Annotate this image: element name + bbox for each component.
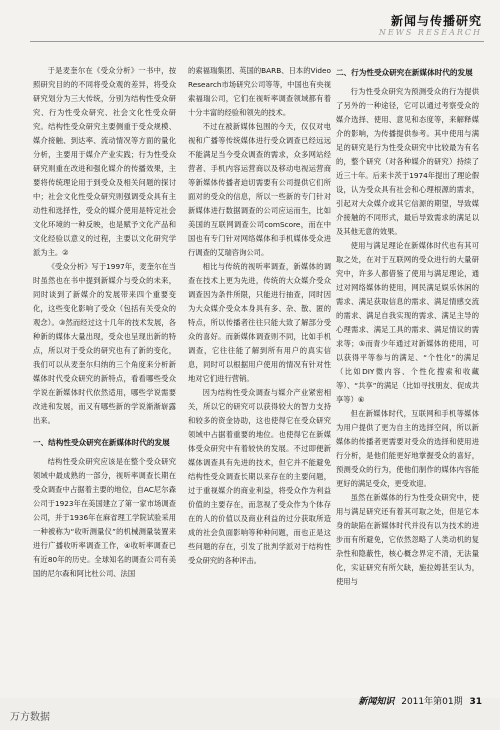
page-footer [358, 694, 482, 707]
issue-label: 2011年第01期 [401, 697, 463, 707]
section-heading: 一、结构性受众研究在新媒体时代的发展 [33, 438, 170, 447]
paragraph: 《受众分析》写于1997年，麦奎尔在当时虽然也在书中提到新媒介与受众的未来，同时谈到了新媒介的发展带来四个重要变化，这些变化影响了受众（包括有关受众的观念）。③然而经过这十几年的技术发展，各种新的媒体大量出现，受众也呈现出新的特点，所以对于受众的研究也有了新的变化，我们可以从麦奎尔归纳的三个角度来分析新媒体时代受众研究的新特点，看看哪些受众学说在新媒体时代依然适用，哪些学说需要改进和发展，而又有哪些新的学说渐渐崭露出来。 [33, 262, 176, 425]
paragraph: 使用与满足理论在新媒体时代也有其可取之处，在对于互联网的受众进行的大量研究中，许多人都借鉴了使用与满足理论，通过对网络媒体的使用，网民满足娱乐休闲的需求、满足获取信息的需求、满足情感交流的需求、满足自我实现的需求、满足主导的心理需求、满足工具的需求、满足情议的需求等；⑤而青少年通过对新媒体的使用，可以获得平等参与的满足、“个性化”的满足（比如DIY微内容、个性化搜索和收藏等）、“共享”的满足（比如寻找朋友、促成共享等）⑥ [336, 241, 479, 404]
section-heading: 二、行为性受众研究在新媒体时代的发展 [336, 68, 473, 77]
header-divider [30, 41, 484, 42]
paragraph: 行为性受众研究为预测受众的行为提供了另外的一种途径，它可以通过考察受众的媒介选择、使用、意见和态度等，来解释媒介的影响，为传播提供参考。其中使用与满足的研究是行为性受众研究中比较最为有名的，整个研究（对各种媒介的研究）持续了近三十年。后来卡茨于1974年提出了理论假设，认为受众具有社会和心理根源的需求，引起对大众媒介或其它信源的期望，导致媒介接触的不同形式，最后导致需求的满足以及其他无意的效果。 [336, 87, 479, 236]
text-column-middle [188, 64, 331, 674]
paragraph: 于是麦奎尔在《受众分析》一书中，按照研究目的的不同将受众观的差异，将受众研究划分为三大传统，分别为结构性受众研究、行为性受众研究、社会文化性受众研究。结构性受众研究主要侧重于受众规模、媒介接触、到达率、流动情况等方面的量化分析，主要用于媒介产业实践；行为性受众研究则重在改进和强化媒介的传播效果，主要将传统理论用于到受众及相关问题的探讨中；社会文化性受众研究则强调受众具有主动性和选择性，受众的媒介使用是特定社会文化环境的一种反映，也是赋予文化产品和文化经验以意义的过程，主要以文化研究学派为主。② [33, 66, 176, 257]
section-title: 新闻与传播研究 [390, 14, 482, 28]
paragraph: 因为结构性受众调查与媒介产业紧密相关，所以它的研究可以获得较大的智力支持和较多的资金协助，这也使得它在受众研究领域中占据着重要的地位。也使得它在新媒体受众研究中有着较快的发展。不过即便新媒体调查具有先进的技术，但它并不能避免结构性受众调查长期以来存在的主要问题，过于重视媒介的商业利益，将受众作为利益价值的主要存在，而忽视了受众作为个体存在的人的价值以及商业利益的过分获取所造成的社会负面影响等种种问题，而也正是这些问题的存在，引发了批判学派对于结构性受众研究的各种评击。 [188, 388, 331, 565]
paragraph: 不过在被新媒体包围的今天，仅仅对电视和广播等传统媒体进行受众调查已经远远不能满足当今受众调查的需求，众多网站经营者、手机内容运营商以及移动电视运营商等新媒体传播者迫切需要有公司提供它们所面对的受众的信息，所以一些新的专门针对新媒体进行数据调查的公司应运而生，比如美国的互联网调查公司comScore，而在中国也有专门针对网络媒体和手机媒体受众进行调查的艾瑞咨询公司。 [188, 122, 331, 257]
paragraph: 相比与传统的视听率调查，新媒体的调查在技术上更为先进，传统的大众媒介受众调查因为条件所限，只能进行抽查，同时因为大众媒介受众本身具有多、杂、散、匿的特点，所以传播者往往只能大致了解部分受众的喜好。而新媒体调查则不同，比如手机调查，它往往能了解到所有用户的真实信息，同时可以根据用户使用的情况有针对性地对它们进行营销。 [188, 262, 331, 383]
paragraph: 结构性受众研究应该是在整个受众研究领域中最成熟的一部分，视听率调查长期在受众调查中占据着主要的地位，自AC尼尔森公司于1923年在美国建立了第一家市场调查公司，并于1936年在麻省理工学院试验采用一种被称为“收听测量仪”的机械测量装置来进行广播收听率调查工作，④收听率调查已有近80年的历史。全球知名的调查公司有美国的尼尔森和阿比杜公司、法国 [33, 457, 176, 578]
page-number: 31 [469, 697, 482, 707]
paragraph: 的索福瑞集团、英国的BARB、日本的Video Research市场研究公司等等，中国也有央视索福瑞公司，它们在视听率调查领域都有着十分丰富的经验和领先的技术。 [188, 66, 331, 117]
section-subtitle: NEWS RESEARCH [378, 28, 482, 37]
journal-name: 新闻知识 [358, 697, 395, 707]
paragraph: 虽然在新媒体的行为性受众研究中，使用与满足研究还有着其可取之处，但是它本身的缺陷在新媒体时代并没有以为技术的进步而有所避免，它依然忽略了人类动机的复杂性和隐蔽性，核心概念界定不清，无法量化，实证研究有所欠缺，施拉姆甚至认为，使用与 [336, 493, 479, 586]
watermark-label: 万方数据 [10, 712, 50, 723]
text-column-left [33, 64, 176, 674]
text-column-right [336, 64, 479, 674]
paragraph: 但在新媒体时代，互联网和手机等媒体为用户提供了更为自主的选择空间，所以新媒体的传播者更需要对受众的选择和使用进行分析，是他们能更好地掌握受众的喜好，预测受众的行为，使他们制作的媒体内容能更好的满足受众，更受欢迎。 [336, 409, 479, 488]
